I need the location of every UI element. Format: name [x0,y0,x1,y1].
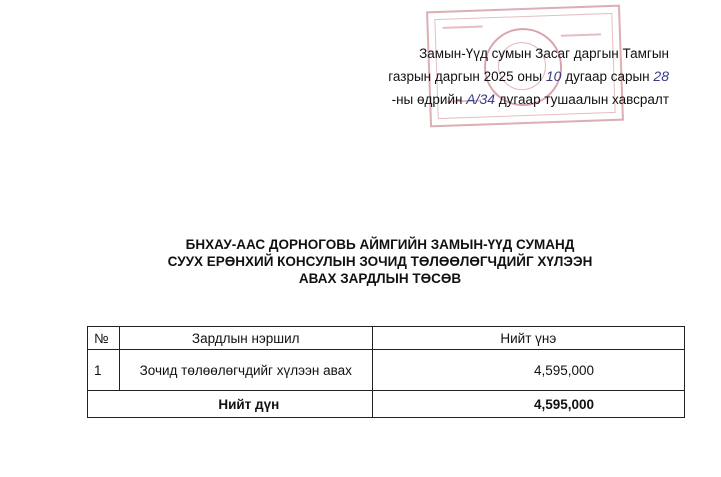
header-line-2 [329,65,669,88]
table-header-row [88,327,685,350]
total-label: Нийт дүн [88,391,373,418]
header-day-text: -ны өдрийн [391,92,463,107]
header-no: № [88,327,120,350]
document-title [130,236,630,287]
header-line-1: Замын-Үүд сумын Засаг даргын Тамгын [419,46,669,61]
header-price: Нийт үнэ [372,327,684,350]
header-month-text: дугаар сарын [565,69,650,84]
row-no: 1 [88,350,120,391]
total-value: 4,595,000 [372,391,684,418]
row-name: Зочид төлөөлөгчдийг хүлээн авах [119,350,372,391]
header-year-text: газрын даргын 2025 оны [388,69,543,84]
title-line-2: СУУХ ЕРӨНХИЙ КОНСУЛЫН ЗОЧИД ТӨЛӨӨЛӨГЧДИЙГ ХҮЛЭЭН [167,254,593,269]
handwritten-month: 10 [545,68,562,84]
header-order-text: дугаар тушаалын хавсралт [498,92,669,107]
row-price: 4,595,000 [372,350,684,391]
budget-table [87,326,685,418]
title-line-1: БНХАУ-ААС ДОРНОГОВЬ АЙМГИЙН ЗАМЫН-ҮҮД СУМАНД [185,237,575,252]
handwritten-day: 28 [653,68,669,84]
header-name: Зардлын нэршил [119,327,372,350]
title-line-3: АВАХ ЗАРДЛЫН ТӨСӨВ [298,271,462,286]
header-line-3 [329,88,669,111]
handwritten-order-number: A/34 [466,91,496,107]
appendix-header [329,43,669,111]
table-row [88,350,685,391]
table-total-row [88,391,685,418]
